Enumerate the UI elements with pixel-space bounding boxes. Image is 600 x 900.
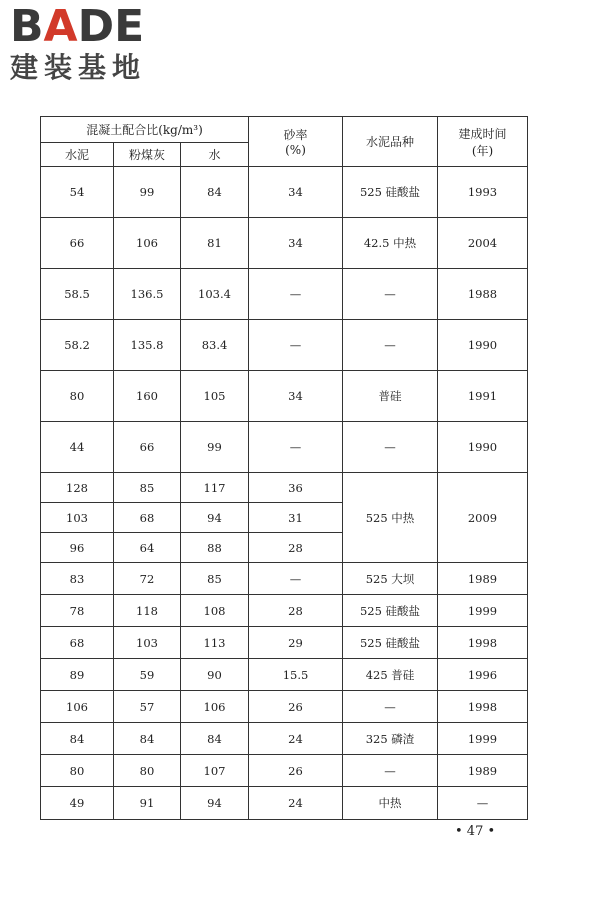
cell-sand-ratio: 29: [249, 627, 343, 659]
cell-cement: 44: [41, 422, 114, 473]
cell-fly-ash: 85: [114, 473, 181, 503]
cell-year: 1998: [438, 627, 528, 659]
cell-water: 107: [181, 755, 249, 787]
cell-fly-ash: 91: [114, 787, 181, 820]
header-water: 水: [181, 143, 249, 167]
cell-water: 99: [181, 422, 249, 473]
cell-year: 1989: [438, 563, 528, 595]
cell-sand-ratio: 34: [249, 167, 343, 218]
cell-cement-type: 525 大坝: [343, 563, 438, 595]
page-number: • 47 •: [455, 824, 496, 839]
header-cement: 水泥: [41, 143, 114, 167]
cell-cement-type: 525 中热: [343, 473, 438, 563]
cell-water: 94: [181, 503, 249, 533]
cell-water: 105: [181, 371, 249, 422]
cell-fly-ash: 59: [114, 659, 181, 691]
cell-sand-ratio: 28: [249, 595, 343, 627]
table-row: [41, 320, 528, 371]
cell-cement: 58.5: [41, 269, 114, 320]
header-build-time: 建成时间 (年): [438, 117, 528, 167]
cell-fly-ash: 57: [114, 691, 181, 723]
cell-fly-ash: 99: [114, 167, 181, 218]
cell-fly-ash: 66: [114, 422, 181, 473]
cell-sand-ratio: —: [249, 269, 343, 320]
header-fly-ash: 粉煤灰: [114, 143, 181, 167]
cell-year: 1989: [438, 755, 528, 787]
cell-cement: 84: [41, 723, 114, 755]
cell-cement-type: 中热: [343, 787, 438, 820]
cell-sand-ratio: —: [249, 563, 343, 595]
table-row: [41, 473, 528, 503]
cell-cement-type: 525 硅酸盐: [343, 595, 438, 627]
cell-sand-ratio: 34: [249, 218, 343, 269]
table-row: [41, 371, 528, 422]
cell-cement: 78: [41, 595, 114, 627]
cell-water: 83.4: [181, 320, 249, 371]
table-row: [41, 691, 528, 723]
cell-cement: 68: [41, 627, 114, 659]
cell-sand-ratio: 34: [249, 371, 343, 422]
cell-cement-type: 325 磷渣: [343, 723, 438, 755]
cell-fly-ash: 84: [114, 723, 181, 755]
bade-logo: [10, 1, 180, 94]
cell-water: 84: [181, 723, 249, 755]
cell-year: 1988: [438, 269, 528, 320]
cell-cement: 103: [41, 503, 114, 533]
cell-year: 1998: [438, 691, 528, 723]
cell-cement: 49: [41, 787, 114, 820]
table-row: [41, 563, 528, 595]
cell-sand-ratio: 15.5: [249, 659, 343, 691]
table-row: [41, 269, 528, 320]
table-row: [41, 659, 528, 691]
cell-cement: 128: [41, 473, 114, 503]
cell-fly-ash: 118: [114, 595, 181, 627]
cell-sand-ratio: 26: [249, 691, 343, 723]
cell-year: 1993: [438, 167, 528, 218]
cell-cement: 80: [41, 371, 114, 422]
cell-fly-ash: 80: [114, 755, 181, 787]
cell-water: 90: [181, 659, 249, 691]
concrete-mix-table: [40, 116, 528, 820]
cell-water: 103.4: [181, 269, 249, 320]
cell-year: 1990: [438, 320, 528, 371]
cell-cement-type: —: [343, 269, 438, 320]
logo-cjk-text: 建装基地: [10, 51, 147, 84]
table-row: [41, 787, 528, 820]
cell-water: 88: [181, 533, 249, 563]
cell-cement-type: 425 普硅: [343, 659, 438, 691]
cell-fly-ash: 160: [114, 371, 181, 422]
cell-cement: 54: [41, 167, 114, 218]
cell-cement-type: —: [343, 320, 438, 371]
cell-water: 94: [181, 787, 249, 820]
cell-cement: 58.2: [41, 320, 114, 371]
cell-fly-ash: 103: [114, 627, 181, 659]
header-sand-ratio: 砂率 (%): [249, 117, 343, 167]
cell-fly-ash: 106: [114, 218, 181, 269]
cell-sand-ratio: —: [249, 320, 343, 371]
cell-water: 113: [181, 627, 249, 659]
cell-cement-type: —: [343, 422, 438, 473]
cell-sand-ratio: 24: [249, 787, 343, 820]
table-row: [41, 627, 528, 659]
cell-cement-type: 42.5 中热: [343, 218, 438, 269]
cell-water: 106: [181, 691, 249, 723]
cell-sand-ratio: 26: [249, 755, 343, 787]
cell-cement: 83: [41, 563, 114, 595]
table-row: [41, 723, 528, 755]
cell-cement-type: 525 硅酸盐: [343, 167, 438, 218]
cell-fly-ash: 136.5: [114, 269, 181, 320]
cell-water: 108: [181, 595, 249, 627]
cell-cement-type: —: [343, 691, 438, 723]
cell-cement: 80: [41, 755, 114, 787]
cell-sand-ratio: 24: [249, 723, 343, 755]
cell-water: 84: [181, 167, 249, 218]
cell-year: 1996: [438, 659, 528, 691]
table-row: [41, 422, 528, 473]
cell-cement: 66: [41, 218, 114, 269]
cell-cement-type: —: [343, 755, 438, 787]
cell-sand-ratio: —: [249, 422, 343, 473]
cell-water: 117: [181, 473, 249, 503]
table-row: [41, 167, 528, 218]
cell-year: 1999: [438, 595, 528, 627]
cell-fly-ash: 135.8: [114, 320, 181, 371]
cell-water: 81: [181, 218, 249, 269]
cell-sand-ratio: 31: [249, 503, 343, 533]
cell-sand-ratio: 36: [249, 473, 343, 503]
table-row: [41, 218, 528, 269]
cell-water: 85: [181, 563, 249, 595]
cell-fly-ash: 72: [114, 563, 181, 595]
cell-year: 2009: [438, 473, 528, 563]
cell-fly-ash: 64: [114, 533, 181, 563]
cell-year: 1990: [438, 422, 528, 473]
cell-fly-ash: 68: [114, 503, 181, 533]
table-row: [41, 755, 528, 787]
cell-cement-type: 525 硅酸盐: [343, 627, 438, 659]
table-row: [41, 595, 528, 627]
cell-year: —: [438, 787, 528, 820]
cell-cement-type: 普硅: [343, 371, 438, 422]
header-mix-ratio: 混凝土配合比(kg/m³): [41, 117, 249, 143]
cell-cement: 106: [41, 691, 114, 723]
cell-cement: 96: [41, 533, 114, 563]
cell-cement: 89: [41, 659, 114, 691]
cell-sand-ratio: 28: [249, 533, 343, 563]
cell-year: 1991: [438, 371, 528, 422]
cell-year: 1999: [438, 723, 528, 755]
logo-latin-text: BADE: [10, 1, 145, 52]
cell-year: 2004: [438, 218, 528, 269]
header-cement-type: 水泥品种: [343, 117, 438, 167]
